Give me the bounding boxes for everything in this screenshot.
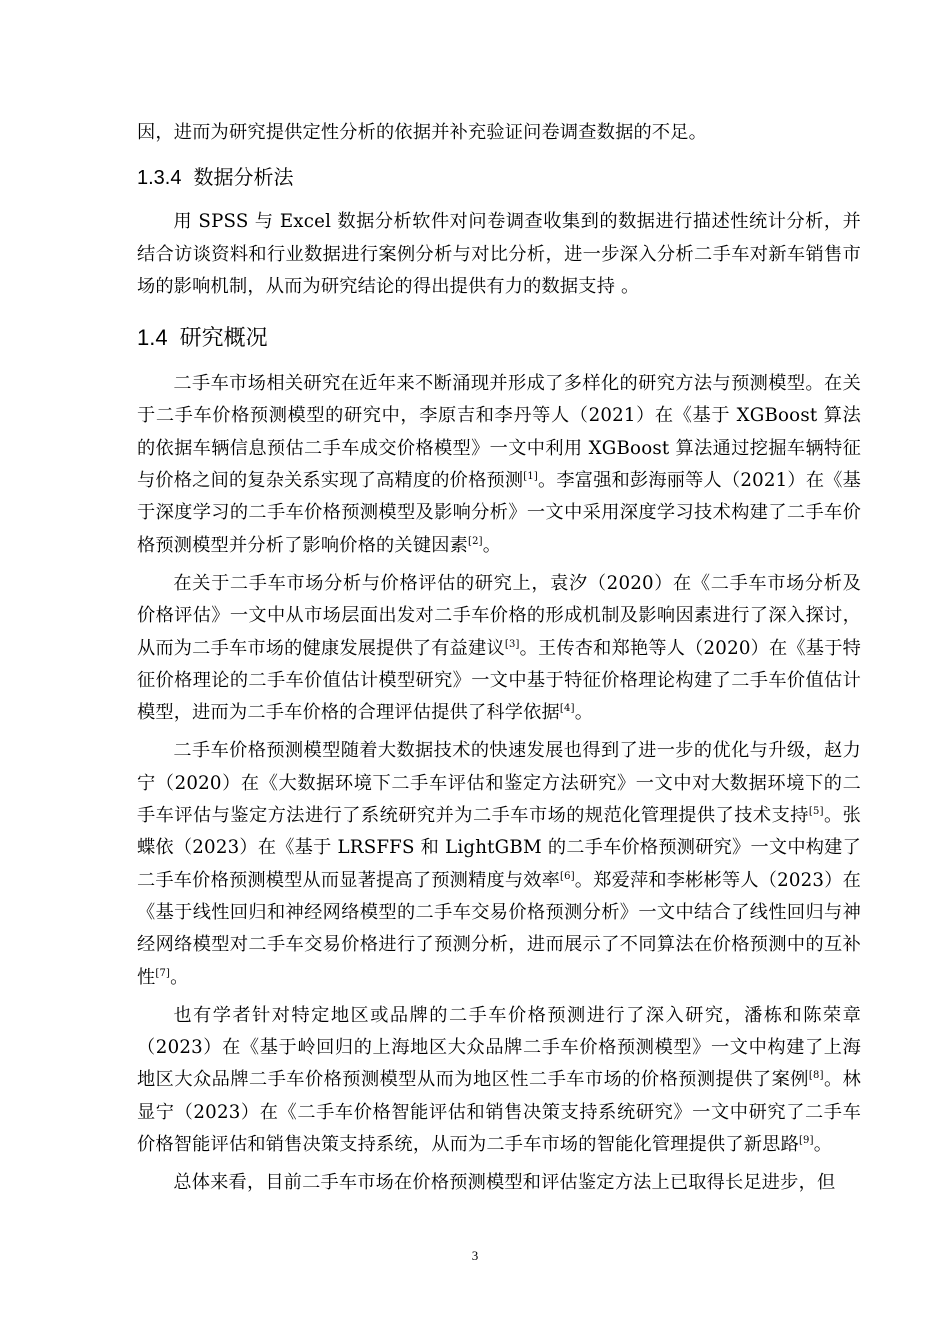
citation-ref[interactable]: [5]	[808, 806, 824, 818]
page-content	[137, 117, 861, 1200]
data-analysis-paragraph: 用 SPSS 与 Excel 数据分析软件对问卷调查收集到的数据进行描述性统计分析，并结合访谈资料和行业数据进行案例分析与对比分析，进一步深入分析二手车对新车销售市场的影响机制，从而为研究结论的得出提供有力的数据支持 。	[137, 211, 861, 297]
citation-ref[interactable]: [3]	[504, 638, 520, 650]
continuation-paragraph: 因，进而为研究提供定性分析的依据并补充验证问卷调查数据的不足。	[137, 122, 708, 143]
research-paragraph-2: 在关于二手车市场分析与价格评估的研究上，袁汐（2020）在《二手车市场分析及价格评估》一文中从市场层面出发对二手车价格的形成机制及影响因素进行了深入探讨，从而为二手车市场的健康发展提供了有益建议[3]。王传杏和郑艳等人（2020）在《基于特征价格理论的二手车价值估计模型研究》一文中基于特征价格理论构建了二手车价值估计模型，进而为二手车价格的合理评估提供了科学依据[4]。	[137, 572, 861, 724]
research-paragraph-5: 总体来看，目前二手车市场在价格预测模型和评估鉴定方法上已取得长足进步，但	[173, 1172, 836, 1194]
research-paragraph-1: 二手车市场相关研究在近年来不断涌现并形成了多样化的研究方法与预测模型。在关于二手车价格预测模型的研究中，李原吉和李丹等人（2021）在《基于 XGBoost 算法的依据车辆信息预估二手车成交价格模型》一文中利用 XGBoost 算法通过挖掘车辆特征与价格之间的复杂关系实现了高精度的价格预测[1]。李富强和彭海丽等人（2021）在《基于深度学习的二手车价格预测模型及影响分析》一文中采用深度学习技术构建了二手车价格预测模型并分析了影响价格的关键因素[2]。	[137, 373, 861, 556]
citation-ref[interactable]: [7]	[155, 967, 171, 979]
citation-ref[interactable]: [6]	[560, 870, 575, 882]
citation-ref[interactable]: [9]	[798, 1135, 814, 1147]
citation-ref[interactable]: [2]	[467, 535, 483, 547]
research-paragraph-4: 也有学者针对特定地区或品牌的二手车价格预测进行了深入研究，潘栋和陈荣章（2023）在《基于岭回归的上海地区大众品牌二手车价格预测模型》一文中构建了上海地区大众品牌二手车价格预测模型从而为地区性二手车市场的价格预测提供了案例[8]。林显宁（2023）在《二手车价格智能评估和销售决策支持系统研究》一文中研究了二手车价格智能评估和销售决策支持系统，从而为二手车市场的智能化管理提供了新思路[9]。	[137, 1004, 861, 1156]
section-number: 1.4	[137, 325, 168, 351]
section-title: 数据分析法	[193, 165, 294, 190]
research-paragraph-3: 二手车价格预测模型随着大数据技术的快速发展也得到了进一步的优化与升级，赵力宁（2020）在《大数据环境下二手车评估和鉴定方法研究》一文中对大数据环境下的二手车评估与鉴定方法进行了系统研究并为二手车市场的规范化管理提供了技术支持[5]。张蝶依（2023）在《基于 LRSFFS 和 LightGBM 的二手车价格预测研究》一文中构建了二手车价格预测模型从而显著提高了预测精度与效率[6]。郑爱萍和李彬彬等人（2023）在《基于线性回归和神经网络模型的二手车交易价格预测分析》一文中结合了线性回归与神经网络模型对二手车交易价格进行了预测分析，进而展示了不同算法在价格预测中的互补性[7]。	[137, 740, 861, 988]
section-number: 1.3.4	[137, 167, 182, 190]
citation-ref[interactable]: [8]	[808, 1070, 824, 1082]
citation-ref[interactable]: [1]	[523, 471, 539, 483]
section-heading-1-4	[137, 321, 861, 356]
page-number: 3	[471, 1248, 479, 1263]
citation-ref[interactable]: [4]	[559, 703, 575, 715]
section-title: 研究概况	[179, 326, 268, 352]
section-heading-1-3-4	[137, 161, 861, 194]
